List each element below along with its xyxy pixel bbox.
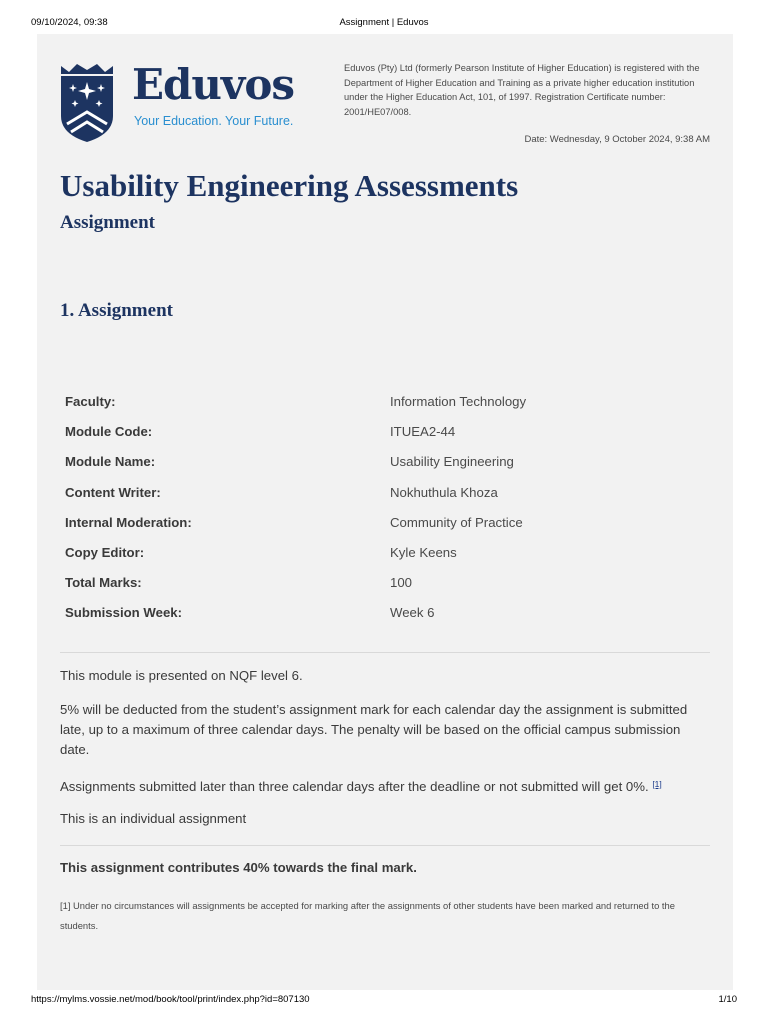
row-value: Community of Practice [390,514,523,530]
row-label: Module Code: [65,424,153,440]
footnote-text: [1] Under no circumstances will assignments be accepted for marking after the assignments of other students have been marked and returned to the students. [60,900,675,931]
logo-tagline: Your Education. Your Future. [134,114,294,128]
print-url: https://mylms.vossie.net/mod/book/tool/print/index.php?id=807130 [31,994,310,1005]
row-value: Usability Engineering [390,454,514,470]
row-label: Total Marks: [65,575,142,591]
nqf-level-text: This module is presented on NQF level 6. [60,668,303,683]
table-row [60,605,710,635]
page-number: 1/10 [718,994,737,1005]
divider [60,652,710,653]
contribution-text: This assignment contributes 40% towards the final mark. [60,860,417,875]
document-page [37,34,733,990]
individual-assignment-text: This is an individual assignment [60,811,247,826]
late-submission-sentence: Assignments submitted later than three calendar days after the deadline or not submitted will get 0%. [60,779,649,794]
table-row [60,515,710,545]
row-label: Internal Moderation: [65,514,192,530]
table-row [60,454,710,484]
table-row [60,424,710,454]
section-heading: 1. Assignment [60,300,173,321]
table-row [60,545,710,575]
row-value: 100 [390,575,413,591]
module-info-table [60,394,710,636]
row-value: Information Technology [390,394,527,409]
logo-wordmark: Eduvos [132,60,294,109]
document-title: Usability Engineering Assessments [60,168,519,203]
generated-date: Date: Wednesday, 9 October 2024, 9:38 AM [524,134,710,145]
print-footer [31,994,737,1006]
row-value: Kyle Keens [390,544,457,560]
table-row [60,394,710,424]
row-value: Nokhuthula Khoza [390,484,498,500]
row-label: Faculty: [65,394,116,409]
table-row [60,575,710,605]
row-label: Content Writer: [65,484,161,500]
row-label: Copy Editor: [65,544,145,560]
footnote-link[interactable]: [1] [652,779,662,789]
row-label: Submission Week: [65,605,183,621]
row-label: Module Name: [65,454,156,470]
print-datetime: 09/10/2024, 09:38 [31,17,108,28]
shield-crest-icon [59,56,115,144]
divider [60,845,710,846]
row-value: Week 6 [390,605,435,621]
document-subtitle: Assignment [60,212,156,233]
print-page-title: Assignment | Eduvos [339,17,429,28]
print-header [31,17,737,29]
eduvos-logo [59,56,319,146]
late-penalty-text: 5% will be deducted from the student’s assignment mark for each calendar day the assignment is submitted late, up to a maximum of three calendar days. The penalty will be based on the official campus submission date. [60,702,688,757]
late-submission-text [60,774,710,797]
registration-notice: Eduvos (Pty) Ltd (formerly Pearson Institute of Higher Education) is registered with the Department of Higher Education and Training as a private higher education institution under the Higher Education Act, 101, of 1997. Registration Certificate number: 2001/HE07/008. [344,63,700,117]
table-row [60,485,710,515]
row-value: ITUEA2-44 [390,424,456,440]
